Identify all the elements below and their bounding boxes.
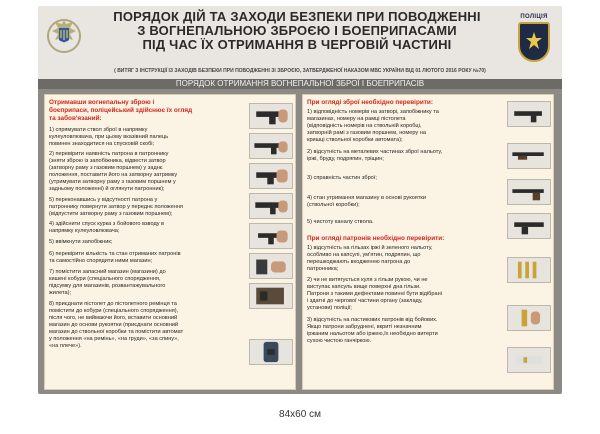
left-item-1: 1) спрямувати ствол зброї в напрямку кулеуловлювача, при цьому вказівний палець повинен знаходитися на спусковій скобі; — [49, 127, 169, 147]
left-item-4: 4) здійснити спуск курка з бойового взводу в напрямку кулеуловлювача; — [49, 221, 165, 234]
left-heading-1: Отримавши вогнепальну зброю і — [49, 99, 155, 106]
title-line-1: ПОРЯДОК ДІЙ ТА ЗАХОДИ БЕЗПЕКИ ПРИ ПОВОДЖЕННІ — [113, 9, 481, 24]
pistol-photo-icon — [249, 103, 293, 129]
left-item-3: 5) переконавшись у відсутності патрона у патроннику повернути затвор у переднє положення (відпустити затворну раму з газовим поршнем); — [49, 197, 183, 217]
pistol-photo-icon — [249, 193, 293, 219]
left-item-8: 8) приєднати пістолет до пістолетного ремінця та помістити до кобури (спеціального спорядження), після чого, не виймаючи його, вставити основний магазин до основи рукоятки (приєднати основний магазин до ствольної коробки та помістити автомат у положення «на ремінь», «на груди», «за спину», «на плече»). — [49, 301, 184, 349]
left-heading-3: та забов'язаний: — [49, 115, 102, 122]
right-heading-ammo: При огляді патронів необхідно перевірити: — [307, 235, 445, 242]
right-item-a4: 4) стан утримання магазину в основі рукоятки (ствольної коробки); — [307, 195, 426, 208]
safety-poster — [38, 6, 562, 394]
pistol-photo-icon — [249, 163, 293, 189]
right-heading-weapon: При огляді зброї необхідно перевірити: — [307, 99, 433, 106]
pistol-photo-icon — [249, 223, 293, 249]
pistol-photo-icon — [507, 257, 551, 283]
pistol-photo-icon — [249, 133, 293, 159]
right-item-b2: 2) чи не витягується куля з гільзи рукою, чи не виступає капсуль вище поверхні дна гільзи. Патрони з такими дефектами повинні бути відібрані і здатні до чергової частини органу (закладу, установи) поліції; — [307, 277, 442, 311]
left-item-5: 5) ввімкнути запобіжник; — [49, 239, 113, 245]
pistol-photo-icon — [507, 305, 551, 331]
badge-word: ПОЛІЦІЯ — [520, 14, 548, 20]
pistol-photo-icon — [507, 101, 551, 127]
left-item-7: 7) помістити запасний магазин (магазини) до кишені кобури (спеціального спорядження, підсумку для магазинів, розвантажувального жилета); — [49, 269, 166, 296]
pistol-photo-icon — [507, 347, 551, 373]
left-item-6: 6) перевірити кількість та стан отриманих патронів та самостійно спорядити ними магазин; — [49, 251, 181, 264]
left-panel — [44, 94, 296, 390]
poster-subtitle: ( ВИТЯГ З ІНСТРУКЦІЇ ІЗ ЗАХОДІВ БЕЗПЕКИ ПРИ ПОВОДЖЕННІ ЗІ ЗБРОЄЮ, ЗАТВЕРДЖЕНОЇ НАКАЗОМ МВС УКРАЇНИ ВІД 01 ЛЮТОГО 2016 РОКУ №70) — [114, 68, 486, 74]
section-title: ПОРЯДОК ОТРИМАННЯ ВОГНЕПАЛЬНОЇ ЗБРОЇ І БОЕПРИПАСІВ — [38, 79, 562, 89]
left-heading-2: боєприпаси, поліцейський здійснює їх огляд — [49, 107, 193, 114]
right-item-b1: 1) відсутність на гільзах іржі й зеленого нальоту, особливо на капсулі, ум'ятин, подряпин, що перешкоджають входженню патрона до патронника; — [307, 245, 433, 272]
title-line-2: З ВОГНЕПАЛЬНОЮ ЗБРОЄЮ І БОЕПРИПАСАМИ — [137, 23, 457, 38]
right-item-a2: 2) відсутність на металевих частинах зброї нальоту, іржі, бруду, подряпин, тріщин; — [307, 149, 443, 162]
title-line-3: ПІД ЧАС ЇХ ОТРИМАННЯ В ЧЕРГОВІЙ ЧАСТИНІ — [142, 37, 452, 52]
right-item-a3: 3) справність частин зброї; — [307, 175, 377, 181]
pistol-photo-icon — [249, 253, 293, 279]
left-item-2: 2) перевірити наявність патрона в патроннику (зняти зброю із запобіжника, відвести затвор (затворну раму з газовим поршнем) у заднє положення, поставити його на затворну затримку (утримувати затворну раму з газовим поршнем у задньому положенні) й оглянути патронник); — [49, 151, 178, 192]
pistol-photo-icon — [507, 213, 551, 239]
police-shield-badge-icon — [514, 14, 554, 66]
poster-header — [38, 6, 562, 86]
right-item-b3: 3) відсутність на пастикових патронів від бойових. Якщо патрони забруднені, вкриті незначним іржаним нальотом або іржею,їх необхідно витерти сухою чистою ганчіркою. — [307, 317, 438, 344]
police-trident-emblem-icon — [44, 14, 84, 66]
pistol-photo-icon — [507, 179, 551, 205]
pistol-photo-icon — [249, 339, 293, 365]
pistol-photo-icon — [249, 283, 293, 309]
poster-title — [88, 10, 506, 52]
right-panel — [302, 94, 554, 390]
right-item-a1: 1) відповідність номерів на затворі, запобіжнику та магазинах, номеру на рамці пістолета (відповідність номерів на ствольній коробці, затворній рамі з газовим поршнем, номеру на кришці ствольної коробки автомата); — [307, 109, 439, 143]
pistol-photo-icon — [507, 143, 551, 169]
right-item-a5: 5) чистоту каналу ствола. — [307, 219, 374, 225]
size-caption: 84х60 см — [279, 409, 321, 420]
